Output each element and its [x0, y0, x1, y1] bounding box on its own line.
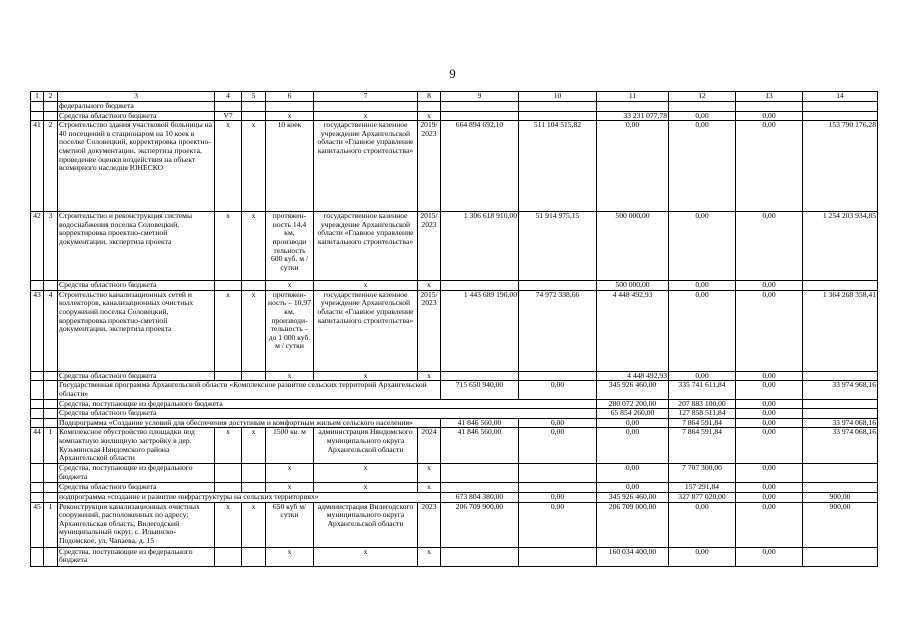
row-number: 41 — [31, 121, 44, 212]
cell: х — [418, 281, 441, 291]
table-row — [31, 502, 878, 547]
subprogram-title: подпрограмма «создание и развитие инфраструктуры на сельских территориях» — [58, 492, 441, 502]
cell: х — [314, 111, 418, 121]
cell: 280 072 200,00 — [597, 399, 669, 409]
row-number: 43 — [31, 290, 44, 371]
header-cell: 7 — [314, 92, 418, 102]
cell: 900,00 — [803, 492, 878, 502]
cell: 500 000,00 — [597, 281, 669, 291]
header-cell: 4 — [215, 92, 242, 102]
table-row — [31, 111, 878, 121]
cell: 0,00 — [669, 212, 736, 281]
cell: 0,00 — [669, 281, 736, 291]
header-row — [31, 92, 878, 102]
cell: 900,00 — [803, 502, 878, 547]
funding-source: Средства областного бюджета — [58, 111, 215, 121]
table-row — [31, 290, 878, 371]
cell: 160 034 400,00 — [597, 547, 669, 566]
cell: 345 926 460,00 — [597, 381, 669, 399]
period: 2023 — [418, 502, 441, 547]
row-subnumber: 1 — [44, 428, 58, 464]
header-cell: 1 — [31, 92, 44, 102]
cell: 0,00 — [669, 121, 736, 212]
cell: 0,00 — [736, 399, 803, 409]
cell: 0,00 — [736, 121, 803, 212]
project-name: Реконструкция канализационных очистных сооружений, расположенных по адресу: Архангельская область, Вилегодский муниципальный округ, с. Ильинско-Подомское, ул. Чапаева, д. 15 — [58, 502, 215, 547]
cell: 0,00 — [669, 371, 736, 381]
subprogram-title: Подпрограмма «Создание условий для обеспечения доступным и комфортным жильем сельского населения» — [58, 418, 441, 428]
funding-source: федерального бюджета — [58, 102, 215, 112]
funding-source: Средства областного бюджета — [58, 409, 597, 419]
cell: 0,00 — [519, 502, 597, 547]
table-row — [31, 428, 878, 464]
cell: 7 707 300,00 — [669, 464, 736, 483]
cell: 0,00 — [736, 409, 803, 419]
cell: х — [215, 502, 242, 547]
responsible-org: администрация Няндомского муниципального округа Архангельской области — [314, 428, 418, 464]
cell: х — [215, 212, 242, 281]
cell: 1 443 689 190,00 — [441, 290, 519, 371]
cell: 664 894 692,10 — [441, 121, 519, 212]
cell: 0,00 — [519, 381, 597, 399]
cell: х — [418, 464, 441, 483]
cell: 0,00 — [519, 492, 597, 502]
cell: 0,00 — [669, 547, 736, 566]
cell: х — [314, 281, 418, 291]
cell: 1 306 618 910,00 — [441, 212, 519, 281]
row-subnumber: 1 — [44, 502, 58, 547]
cell: 207 883 100,00 — [669, 399, 736, 409]
cell: 127 858 511,84 — [669, 409, 736, 419]
project-name: Строительство и реконструкция системы водоснабжения поселка Соловецкий, корректировка проектно-сметной документации, экспертиза проекта — [58, 212, 215, 281]
period: 2024 — [418, 428, 441, 464]
row-number: 45 — [31, 502, 44, 547]
cell: 715 650 940,00 — [441, 381, 519, 399]
cell: 41 846 560,00 — [441, 428, 519, 464]
cell: х — [215, 121, 242, 212]
cell: 33 974 968,16 — [803, 381, 878, 399]
cell: 0,00 — [736, 381, 803, 399]
cell: х — [314, 483, 418, 493]
table-row — [31, 547, 878, 566]
cell: 51 914 975,15 — [519, 212, 597, 281]
table-row — [31, 281, 878, 291]
cell: 0,00 — [736, 212, 803, 281]
cell: 0,00 — [669, 502, 736, 547]
program-row — [31, 381, 878, 399]
cell: 511 104 515,82 — [519, 121, 597, 212]
responsible-org: государственное казенное учреждение Архангельской области «Главное управление капитального строительства» — [314, 121, 418, 212]
cell: х — [242, 428, 266, 464]
capacity: 650 куб м/сутки — [266, 502, 314, 547]
responsible-org: государственное казенное учреждение Архангельской области «Главное управление капитального строительства» — [314, 212, 418, 281]
project-name: Строительство канализационных сетей и коллекторов, канализационных очистных сооружений поселка Соловецкий, корректировка проектно-сметной документации, экспертиза проекта — [58, 290, 215, 371]
cell: 0,00 — [736, 428, 803, 464]
funding-source: Средства, поступающие из федерального бюджета — [58, 547, 215, 566]
cell: х — [266, 281, 314, 291]
cell: х — [314, 464, 418, 483]
capacity: протяжен-ность 14,4 км, производи тельность 600 куб. м / сутки — [266, 212, 314, 281]
project-name: Комплексное обустройство площадки под компактную жилищную застройку в дер. Кузьминская Няндомского района Архангельской области — [58, 428, 215, 464]
cell: х — [242, 212, 266, 281]
header-cell: 14 — [803, 92, 878, 102]
capacity: 10 коек — [266, 121, 314, 212]
cell: 0,00 — [736, 464, 803, 483]
cell: 0,00 — [736, 290, 803, 371]
cell: х — [266, 483, 314, 493]
cell: 0,00 — [736, 418, 803, 428]
table-row — [31, 121, 878, 212]
period: 2015/ 2023 — [418, 212, 441, 281]
cell: х — [242, 290, 266, 371]
cell: 0,00 — [736, 502, 803, 547]
funding-source: Средства, поступающие из федерального бюджета — [58, 399, 597, 409]
budget-table — [30, 91, 878, 567]
cell: 7 864 591,84 — [669, 418, 736, 428]
cell: 74 972 338,66 — [519, 290, 597, 371]
cell: 0,00 — [597, 428, 669, 464]
cell: х — [418, 111, 441, 121]
cell: х — [215, 428, 242, 464]
cell: 33 231 077,78 — [597, 111, 669, 121]
period: 2019/ 2023 — [418, 121, 441, 212]
table-row — [31, 464, 878, 483]
header-cell: 13 — [736, 92, 803, 102]
cell: 1 254 203 934,85 — [803, 212, 878, 281]
cell: 0,00 — [736, 371, 803, 381]
cell: 327 877 020,00 — [669, 492, 736, 502]
cell: 0,00 — [736, 492, 803, 502]
program-title: Государственная программа Архангельской области «Комплексное развитие сельских территорий Архангельской области» — [58, 381, 441, 399]
subprogram-row — [31, 418, 878, 428]
project-name: Строительство здания участковой больницы на 40 посещений в стационаром на 10 коек в поселке Соловецкий, корректировка проектно-сметной документации, экспертиза проекта, проведение оценки воздействия на объект всемирного наследия ЮНЕСКО — [58, 121, 215, 212]
cell: х — [314, 371, 418, 381]
header-cell: 10 — [519, 92, 597, 102]
funding-source: Средства, поступающие из федерального бюджета — [58, 464, 215, 483]
header-cell: 8 — [418, 92, 441, 102]
cell: х — [418, 547, 441, 566]
cell: 4 448 492,93 — [597, 290, 669, 371]
cell: 206 709 900,00 — [441, 502, 519, 547]
cell: 0,00 — [736, 111, 803, 121]
row-number: 42 — [31, 212, 44, 281]
table-row — [31, 212, 878, 281]
cell: х — [418, 371, 441, 381]
subprogram-row — [31, 492, 878, 502]
cell: 0,00 — [669, 111, 736, 121]
cell: х — [418, 483, 441, 493]
header-cell: 9 — [441, 92, 519, 102]
funding-source: Средства областного бюджета — [58, 483, 215, 493]
cell: 673 804 380,00 — [441, 492, 519, 502]
capacity: протяжен-ность – 10,97 км, производи-тельность – до 1 000 куб. м / сутки — [266, 290, 314, 371]
cell: х — [242, 121, 266, 212]
responsible-org: администрация Вилегодского муниципального округа Архангельской области — [314, 502, 418, 547]
funding-source: Средства областного бюджета — [58, 281, 215, 291]
cell: 0,00 — [736, 483, 803, 493]
cell: 500 000,00 — [597, 212, 669, 281]
cell: 157 291,84 — [669, 483, 736, 493]
row-number: 44 — [31, 428, 44, 464]
header-cell: 2 — [44, 92, 58, 102]
cell: 153 790 176,28 — [803, 121, 878, 212]
cell: 0,00 — [736, 547, 803, 566]
row-subnumber: 2 — [44, 121, 58, 212]
capacity: 1500 кв. м — [266, 428, 314, 464]
cell: 7 864 591,84 — [669, 428, 736, 464]
cell: х — [266, 464, 314, 483]
period: 2015/ 2023 — [418, 290, 441, 371]
cell: 0,00 — [597, 464, 669, 483]
page-number: 9 — [449, 66, 456, 81]
responsible-org: государственное казенное учреждение Архангельской области «Главное управление капитального строительства» — [314, 290, 418, 371]
table-row — [31, 371, 878, 381]
header-cell: 3 — [58, 92, 215, 102]
cell: х — [242, 502, 266, 547]
cell: 1 364 268 358,41 — [803, 290, 878, 371]
row-subnumber: 4 — [44, 290, 58, 371]
cell: V7 — [215, 111, 242, 121]
table-row — [31, 399, 878, 409]
cell: 0,00 — [519, 418, 597, 428]
cell: 33 974 068,16 — [803, 428, 878, 464]
header-cell: 11 — [597, 92, 669, 102]
cell: 0,00 — [597, 418, 669, 428]
cell: х — [314, 547, 418, 566]
cell: 0,00 — [597, 483, 669, 493]
cell: 335 741 611,84 — [669, 381, 736, 399]
cell: 4 448 492,93 — [597, 371, 669, 381]
funding-source: Средства областного бюджета — [58, 371, 215, 381]
cell: 65 854 260,00 — [597, 409, 669, 419]
cell: 33 974 068,16 — [803, 418, 878, 428]
cell: 41 846 560,00 — [441, 418, 519, 428]
cell: х — [215, 290, 242, 371]
table-row — [31, 102, 878, 112]
cell: 0,00 — [669, 290, 736, 371]
cell: х — [266, 371, 314, 381]
table-row — [31, 409, 878, 419]
header-cell: 5 — [242, 92, 266, 102]
cell: 0,00 — [519, 428, 597, 464]
header-cell: 12 — [669, 92, 736, 102]
cell: х — [266, 547, 314, 566]
table-row — [31, 483, 878, 493]
cell: 345 926 460,00 — [597, 492, 669, 502]
cell: 0,00 — [736, 281, 803, 291]
row-subnumber: 3 — [44, 212, 58, 281]
cell: 0,00 — [597, 121, 669, 212]
cell: х — [266, 111, 314, 121]
header-cell: 6 — [266, 92, 314, 102]
cell: 206 709 000,00 — [597, 502, 669, 547]
